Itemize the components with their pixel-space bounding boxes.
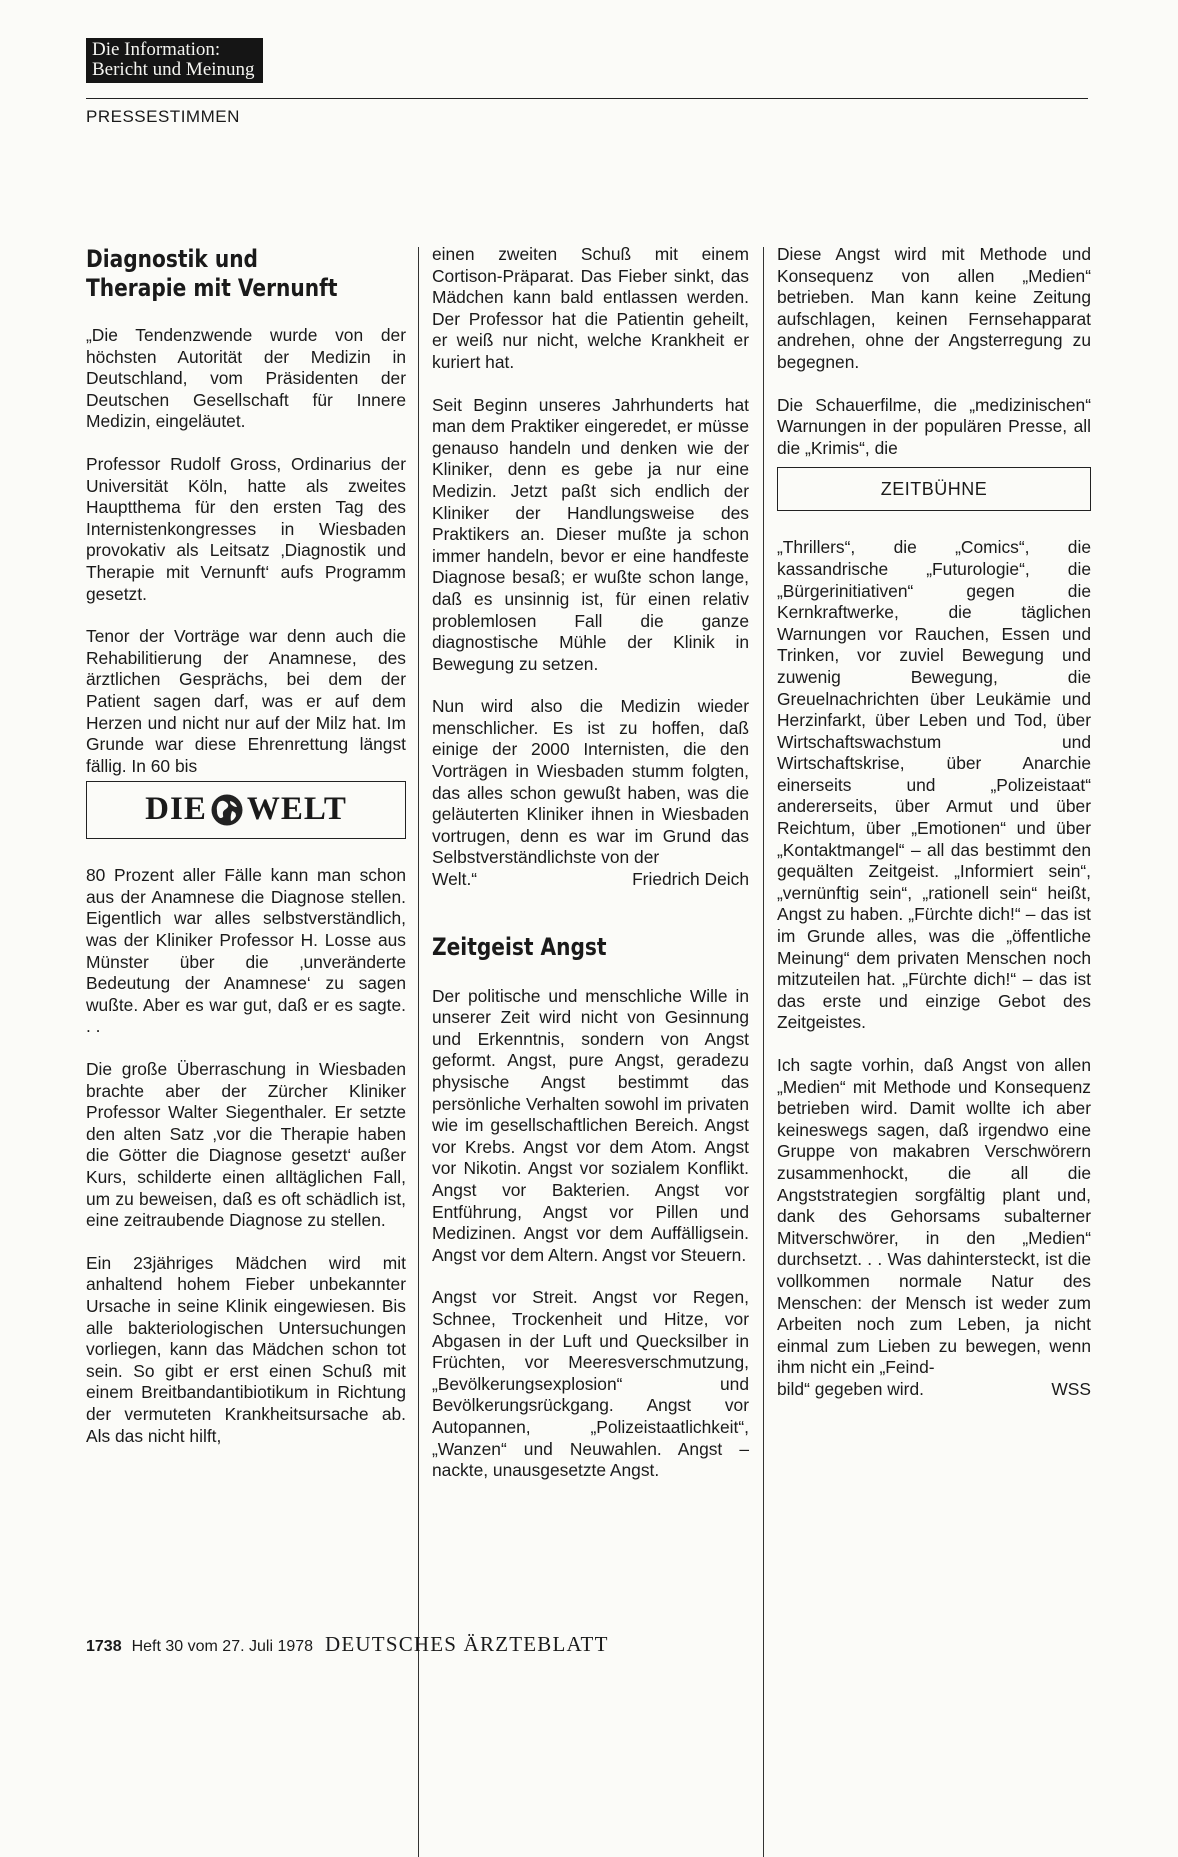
article1-paragraph-9: Nun wird also die Medizin wieder menschlicher. Es ist zu hoffen, daß einige der 2000 Internisten, die den Vorträgen in Wiesbaden stumm folgten, das alles schon gewußt haben, was die geläuterten Kliniker ihnen in Wiesbaden vortrugen, denn es war im Grund das Selbstverständlichste von der	[432, 696, 749, 868]
column-1	[86, 245, 406, 1468]
article1-byline	[432, 869, 749, 891]
zeitbuehne-label: ZEITBÜHNE	[777, 467, 1091, 511]
article2-paragraph-2: Angst vor Streit. Angst vor Regen, Schnee, Trockenheit und Hitze, vor Abgasen in der Luft und Quecksilber in Früchten, vor Meeresverschmutzung, „Bevölkerungsexplosion“ und Bevölkerungsrückgang. Angst vor Autopannen, „Polizeistaatlichkeit“, „Wanzen“ und Neuwahlen. Angst – nackte, unausgesetzte Angst.	[432, 1287, 749, 1481]
column-rule-2	[763, 247, 764, 1857]
header-rule	[86, 98, 1088, 99]
header-label-line1: Die Information:	[92, 39, 221, 60]
die-welt-logo-right: WELT	[246, 791, 347, 828]
article1-paragraph-7: einen zweiten Schuß mit einem Cortison-Präparat. Das Fieber sinkt, das Mädchen kann bald entlassen werden. Der Professor hat die Patientin geheilt, er weiß nur nicht, welche Krankheit er kuriert hat.	[432, 244, 749, 372]
column-3	[777, 244, 1091, 1401]
article1-paragraph-2: Professor Rudolf Gross, Ordinarius der Universität Köln, hatte als zweites Hauptthema für den ersten Tag des Internistenkongresses in Wiesbaden provokativ als Leitsatz ‚Diagnostik und Therapie mit Vernunft‘ aufs Programm gesetzt.	[86, 453, 406, 604]
article2-paragraph-6: Ich sagte vorhin, daß Angst von allen „Medien“ mit Methode und Konsequenz betrieben wird. Damit wollte ich aber keineswegs sagen, daß irgendwo eine Gruppe von makabren Verschwörern zusammenhockt, die all die Angststrategien sorgfältig plant und, dank des Gehorsams subalterner Mitverschwörer, in den „Medien“ durchsetzt. . . Was dahintersteckt, ist die vollkommen normale Natur des Menschen: der Mensch ist weder zum Arbeiten noch zum Leben, ja nicht einmal zum Lieben zu bewegen, wenn ihm nicht ein „Feind-	[777, 1055, 1091, 1378]
page-footer	[86, 1632, 609, 1657]
article1-paragraph-3: Tenor der Vorträge war denn auch die Rehabilitierung der Anamnese, des ärztlichen Gesprächs, bei dem der Patient sagen darf, was er auf dem Herzen und nicht nur auf der Milz hat. Im Grunde war diese Ehrenrettung längst fällig. In 60 bis	[86, 626, 406, 776]
issue-info: Heft 30 vom 27. Juli 1978	[131, 1638, 314, 1655]
page-number: 1738	[86, 1638, 122, 1655]
article2-title: Zeitgeist Angst	[432, 932, 607, 961]
article1-last-line: Welt.“	[432, 869, 478, 890]
article2-paragraph-5: „Thrillers“, die „Comics“, die kassandrische „Futurologie“, die „Bürgerinitiativen“ gegen die Kernkraftwerke, die täglichen Warnungen vor Rauchen, Essen und Trinken, vor zuviel Bewegung und zuwenig Bewegung, die Greuelnachrichten über Leukämie und Herzinfarkt, über Leben und Tod, über Wirtschaftswachstum und Wirtschaftskrise, über Anarchie einerseits und „Polizeistaat“ andererseits, über Armut und über Reichtum, über „Emotionen“ und über „Kontaktmangel“ – all das bestimmt den gequälten Zeitgeist. „Informiert sein“, „vernünftig sein“, „rationell sein“ heißt, Angst zu haben. „Fürchte dich!“ – das ist im Grunde alles, was die „öffentliche Meinung“ dem privaten Menschen noch mitzuteilen hat. „Fürchte dich!“ – das ist das erste und einzige Gebot des Zeitgeistes.	[777, 537, 1091, 1033]
article2-paragraph-3: Diese Angst wird mit Methode und Konsequenz von allen „Medien“ betrieben. Man kann keine Zeitung aufschlagen, keinen Fernsehapparat andrehen, ohne der Angsterregung zu begegnen.	[777, 244, 1091, 372]
article1-title	[86, 245, 355, 303]
header-label-line2: Bericht und Meinung	[92, 59, 255, 80]
article2-author: WSS	[1051, 1378, 1091, 1399]
article1-paragraph-5: Die große Überraschung in Wiesbaden brachte aber der Zürcher Kliniker Professor Walter Siegenthaler. Er setzte den alten Satz ‚vor die Therapie haben die Götter die Diagnose gesetzt‘ außer Kurs, schilderte einen alltäglichen Fall, um zu beweisen, daß es oft schädlich ist, eine zeitraubende Diagnose zu stellen.	[86, 1059, 406, 1231]
article2-byline	[777, 1379, 1091, 1401]
die-welt-logo	[86, 781, 406, 839]
article1-paragraph-4: 80 Prozent aller Fälle kann man schon aus der Anamnese die Diagnose stellen. Eigentlich war alles selbstverständlich, was der Kliniker Professor H. Losse aus Münster über die ‚unveränderte Bedeutung der Anamnese‘ zu sagen wußte. Aber es war gut, daß er es sagte. . .	[86, 865, 406, 1037]
article2-last-line: bild“ gegeben wird.	[777, 1378, 924, 1399]
globe-icon	[210, 793, 244, 827]
article2-paragraph-1: Der politische und menschliche Wille in unserer Zeit wird nicht von Gesinnung und Erkenntnis, sondern von Angst geformt. Angst, pure Angst, geradezu physische Angst bestimmt das persönliche Verhalten sowohl im privaten wie im gesellschaftlichen Bereich. Angst vor Krebs. Angst vor dem Atom. Angst vor Nikotin. Angst vor sozialem Konflikt. Angst vor Bakterien. Angst vor Entführung, Angst vor Pillen und Medizinen. Angst vor dem Auffälligsein. Angst vor dem Altern. Angst vor Steuern.	[432, 985, 749, 1265]
die-welt-logo-left: DIE	[145, 791, 207, 828]
section-title: PRESSESTIMMEN	[86, 107, 240, 126]
article2-paragraph-4: Die Schauerfilme, die „medizinischen“ Warnungen in der populären Presse, all die „Krimis“, die	[777, 394, 1091, 458]
journal-name: DEUTSCHES ÄRZTEBLATT	[325, 1632, 609, 1656]
header-label	[86, 38, 263, 83]
article1-title-line2: Therapie mit Vernunft	[86, 274, 338, 302]
column-2	[432, 244, 749, 1503]
article1-paragraph-6: Ein 23jähriges Mädchen wird mit anhaltend hohem Fieber unbekannter Ursache in seine Klinik eingewiesen. Bis alle bakteriologischen Untersuchungen vorliegen, kann das Mädchen schon tot sein. So gibt er erst einen Schuß mit einem Breitbandantibiotikum in Richtung der vermuteten Krankheitsursache ab. Als das nicht hilft,	[86, 1252, 406, 1446]
article1-paragraph-1: „Die Tendenzwende wurde von der höchsten Autorität der Medizin in Deutschland, vom Präsidenten der Deutschen Gesellschaft für Innere Medizin, eingeläutet.	[86, 325, 406, 432]
column-rule-1	[418, 247, 419, 1857]
article1-author: Friedrich Deich	[632, 869, 749, 890]
article1-title-line1: Diagnostik und	[86, 245, 258, 273]
article1-paragraph-8: Seit Beginn unseres Jahrhunderts hat man dem Praktiker eingeredet, er müsse genauso handeln und denken wie der Kliniker, denn es gebe ja nur eine Medizin. Jetzt paßt sich endlich der Kliniker der Handlungsweise des Praktikers an. Dieser mußte ja schon immer handeln, bevor er eine handfeste Diagnose besaß; er wußte schon lange, daß es unsinnig ist, für einen relativ problemlosen Fall die ganze diagnostische Mühle der Klinik in Bewegung zu setzen.	[432, 394, 749, 674]
